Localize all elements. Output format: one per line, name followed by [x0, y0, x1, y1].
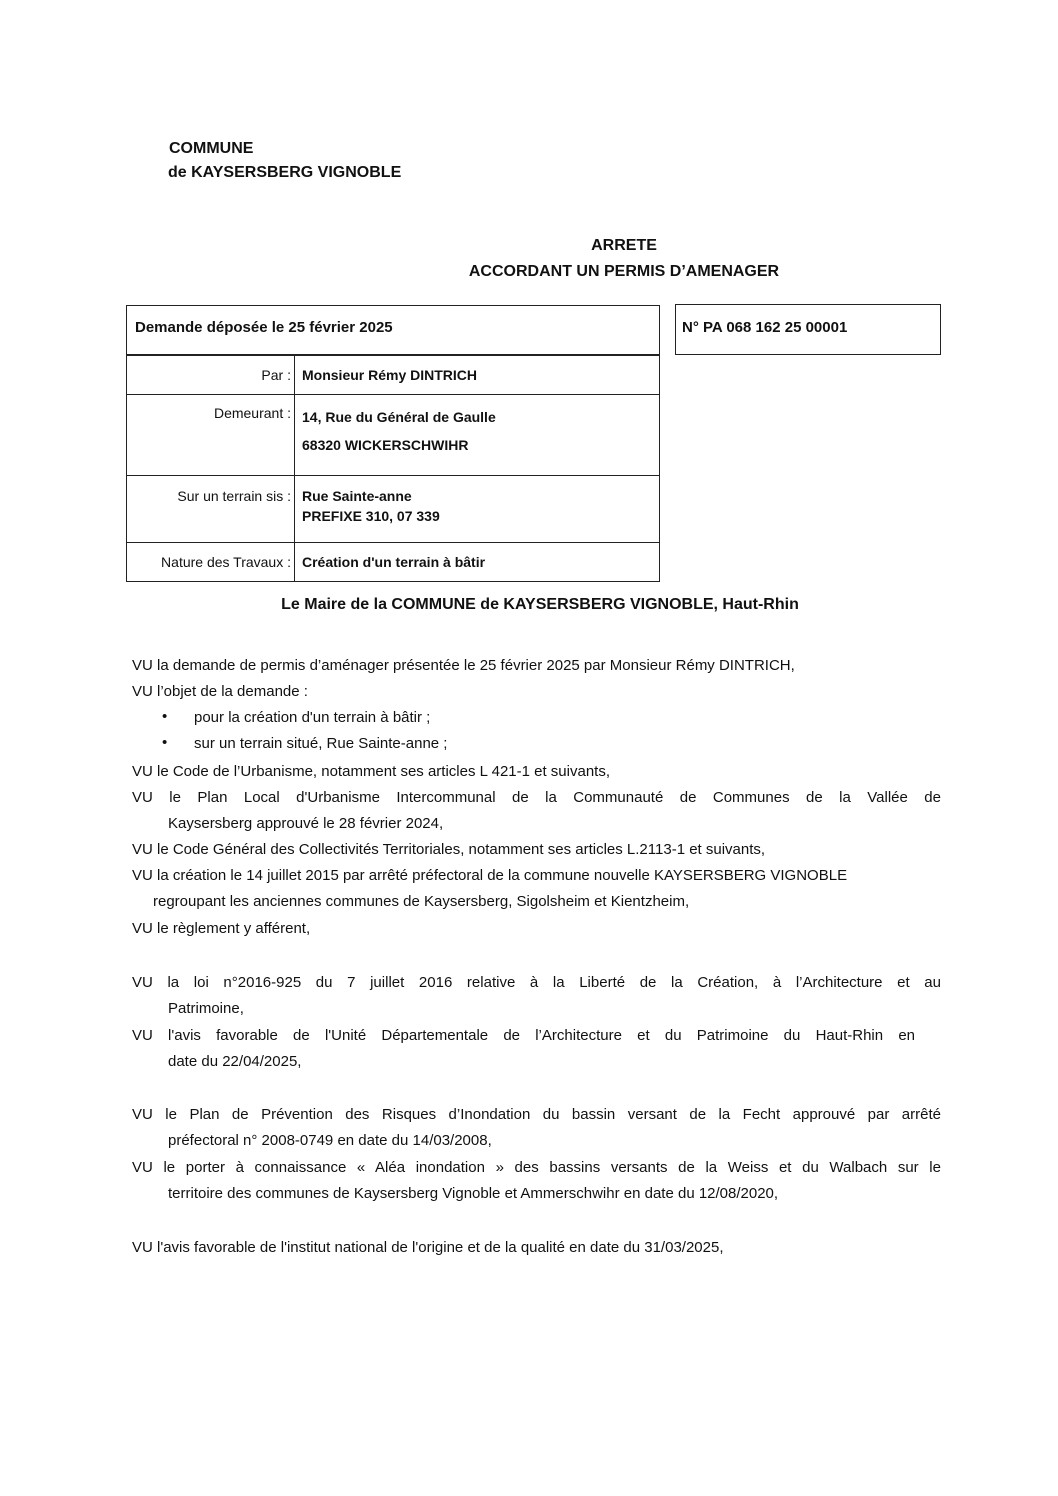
permit-number-box: [675, 304, 941, 355]
demande-date: Demande déposée le 25 février 2025: [135, 319, 393, 336]
address-city: 68320 WICKERSCHWIHR: [302, 437, 469, 453]
bullet-creation: pour la création d'un terrain à bâtir ;: [194, 709, 431, 726]
vu-cgct: VU le Code Général des Collectivités Territoriales, notamment ses articles L.2113-1 et suivants,: [132, 841, 766, 858]
demande-date-box: [126, 305, 660, 355]
terrain-label: Sur un terrain sis :: [127, 476, 295, 543]
table-row: [127, 543, 660, 582]
document-title: [360, 233, 888, 285]
table-row: [127, 476, 660, 543]
maire-heading: Le Maire de la COMMUNE de KAYSERSBERG VIGNOBLE, Haut-Rhin: [281, 596, 799, 613]
title-arrete: ARRETE: [591, 237, 657, 254]
vu-inao: VU l'avis favorable de l'institut national de l'origine et de la qualité en date du 31/03/2025,: [132, 1239, 724, 1256]
vu-udap-line1: VU l'avis favorable de l'Unité Départementale de l’Architecture et du Patrimoine du Haut-Rhin en: [132, 1027, 915, 1044]
commune-header: [168, 137, 401, 185]
vu-objet: VU l’objet de la demande :: [132, 683, 308, 700]
vu-loi-line2: Patrimoine,: [168, 1000, 244, 1017]
bullet-icon: •: [162, 734, 168, 751]
vu-reglement: VU le règlement y afférent,: [132, 920, 311, 937]
vu-loi-line1: VU la loi n°2016-925 du 7 juillet 2016 relative à la Liberté de la Création, à l’Architecture et au: [132, 974, 941, 991]
demeurant-value: [295, 395, 660, 476]
bullet-icon: •: [162, 708, 168, 725]
vu-demande: VU la demande de permis d’aménager présentée le 25 février 2025 par Monsieur Rémy DINTRICH,: [132, 657, 795, 674]
application-info-table: [126, 355, 660, 582]
nature-label: Nature des Travaux :: [127, 543, 295, 582]
address-street: 14, Rue du Général de Gaulle: [302, 409, 496, 425]
vu-creation-commune-line1: VU la création le 14 juillet 2015 par arrêté préfectoral de la commune nouvelle KAYSERSBERG VIGNOBLE: [132, 867, 848, 884]
vu-udap-line2: date du 22/04/2025,: [168, 1053, 302, 1070]
demeurant-label: Demeurant :: [127, 395, 295, 476]
commune-label: COMMUNE: [169, 140, 254, 157]
table-row: [127, 356, 660, 395]
terrain-cadastre: PREFIXE 310, 07 339: [302, 508, 440, 524]
bullet-terrain: sur un terrain situé, Rue Sainte-anne ;: [194, 735, 448, 752]
commune-name: de KAYSERSBERG VIGNOBLE: [168, 164, 402, 181]
par-label: Par :: [127, 356, 295, 395]
title-permis: ACCORDANT UN PERMIS D’AMENAGER: [468, 263, 780, 280]
vu-ppri-line2: préfectoral n° 2008-0749 en date du 14/03/2008,: [168, 1132, 492, 1149]
nature-value: Création d'un terrain à bâtir: [295, 543, 660, 582]
permit-number: N° PA 068 162 25 00001: [682, 319, 848, 336]
table-row: [127, 395, 660, 476]
par-value: Monsieur Rémy DINTRICH: [295, 356, 660, 395]
terrain-street: Rue Sainte-anne: [302, 488, 412, 504]
vu-plu-line1: VU le Plan Local d'Urbanisme Intercommunal de la Communauté de Communes de la Vallée de: [132, 789, 941, 806]
terrain-value: [295, 476, 660, 543]
vu-ppri-line1: VU le Plan de Prévention des Risques d’Inondation du bassin versant de la Fecht approuvé par arrêté: [132, 1106, 941, 1123]
vu-creation-commune-line2: regroupant les anciennes communes de Kaysersberg, Sigolsheim et Kientzheim,: [153, 893, 690, 910]
vu-alea-line1: VU le porter à connaissance « Aléa inondation » des bassins versants de la Weiss et du Walbach sur le: [132, 1159, 941, 1176]
vu-code-urbanisme: VU le Code de l’Urbanisme, notamment ses articles L 421-1 et suivants,: [132, 763, 611, 780]
vu-alea-line2: territoire des communes de Kaysersberg Vignoble et Ammerschwihr en date du 12/08/2020,: [168, 1185, 779, 1202]
vu-plu-line2: Kaysersberg approuvé le 28 février 2024,: [168, 815, 444, 832]
